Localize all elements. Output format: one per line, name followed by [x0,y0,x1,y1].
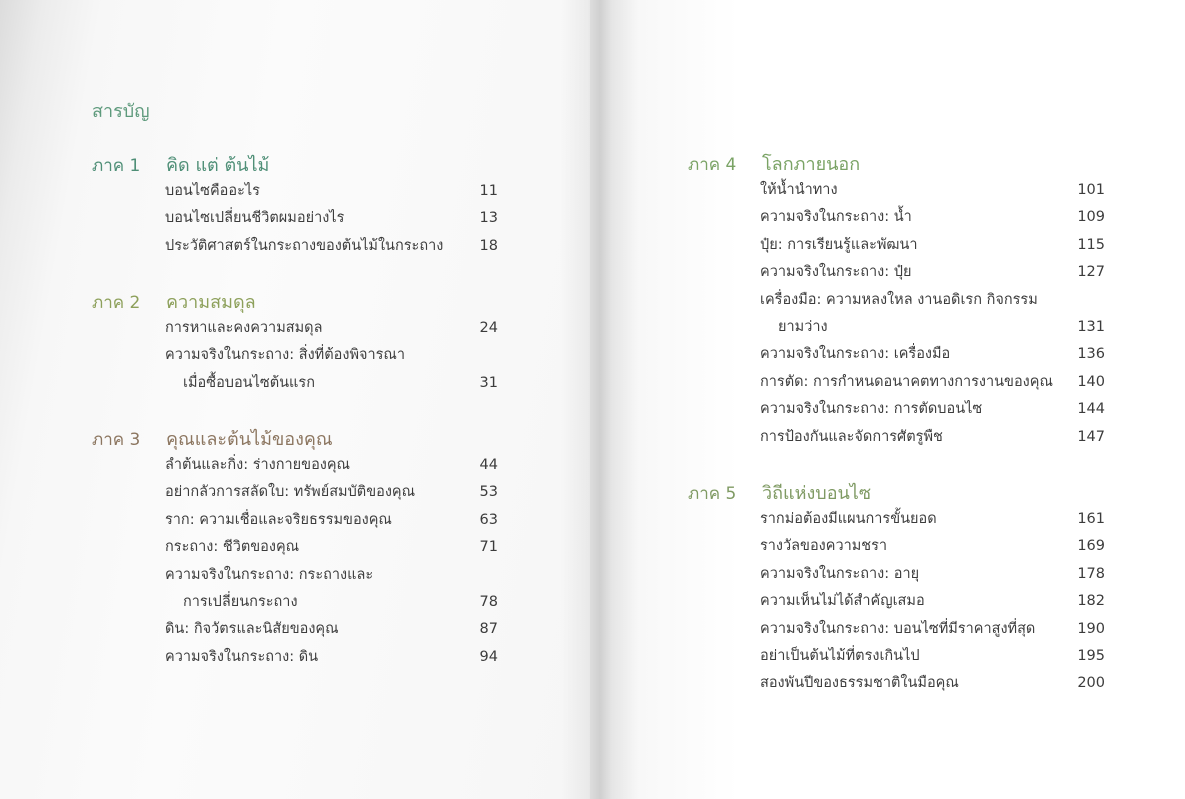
entry-title: ปุ๋ย: การเรียนรู้และพัฒนา [760,236,918,253]
entry-title: ความเห็นไม่ได้สำคัญเสมอ [760,593,925,610]
part-heading [92,287,498,315]
entry-title: เครื่องมือ: ความหลงใหล งานอดิเรก กิจกรรม [760,291,1038,308]
part-title: วิถีแห่งบอนไซ [762,483,872,504]
entry-title: รากม่อต้องมีแผนการขั้นยอด [760,511,937,527]
entry-title: ให้น้ำนำทาง [760,182,838,198]
toc-entry[interactable] [165,342,498,369]
left-page [0,0,590,799]
entry-title: ดิน: กิจวัตรและนิสัยของคุณ [165,621,339,638]
toc-entry[interactable] [165,562,498,589]
toc-entry[interactable] [165,534,498,561]
part-title: คุณและต้นไม้ของคุณ [166,429,333,450]
toc-part-3 [92,424,498,671]
toc-part-5 [688,478,1105,698]
entry-page: 115 [1077,236,1105,253]
toc-entry[interactable] [760,561,1105,588]
entry-title: ความจริงในกระถาง: บอนไซที่มีราคาสูงที่สุด [760,620,1036,637]
toc-entry[interactable] [165,233,498,260]
entry-page: 127 [1077,264,1105,281]
toc-title: สารบัญ [92,101,150,122]
toc-entry[interactable] [760,670,1105,697]
part-entries [165,452,498,671]
entry-page: 31 [479,374,498,391]
entry-page: 94 [479,648,498,665]
toc-entry[interactable] [760,259,1105,286]
entry-page: 18 [479,237,498,254]
part-title: โลกภายนอก [762,154,861,175]
entry-page: 195 [1077,647,1105,664]
entry-title: ยามว่าง [778,318,828,335]
entry-page: 101 [1077,182,1105,198]
entry-title: สองพันปีของธรรมชาติในมือคุณ [760,675,959,692]
entry-title: ความจริงในกระถาง: สิ่งที่ต้องพิจารณา [165,347,406,364]
entry-title: บอนไซเปลี่ยนชีวิตผมอย่างไร [165,210,345,227]
part-entries [760,506,1105,698]
toc-entry-continued[interactable] [165,370,498,397]
toc-entry[interactable] [760,177,1105,204]
entry-page: 11 [479,183,498,199]
entry-title: รางวัลของความชรา [760,538,888,555]
toc-entry[interactable] [760,341,1105,368]
part-entries [165,315,498,397]
entry-title: กระถาง: ชีวิตของคุณ [165,539,300,556]
part-heading [92,150,498,178]
entry-title: ความจริงในกระถาง: น้ำ [760,209,912,226]
part-heading [688,478,1105,506]
toc-part-2 [92,287,498,397]
toc-entry[interactable] [760,396,1105,423]
part-entries [760,177,1105,451]
toc-entry-continued[interactable] [760,314,1105,341]
entry-title: อย่าเป็นต้นไม้ที่ตรงเกินไป [760,647,920,664]
entry-title: ความจริงในกระถาง: ปุ๋ย [760,264,912,281]
toc-entry[interactable] [760,369,1105,396]
toc-entry[interactable] [165,507,498,534]
entry-page: 144 [1077,401,1105,418]
part-heading [688,149,1105,177]
toc-entry-continued[interactable] [165,589,498,616]
toc-entry[interactable] [165,479,498,506]
part-title: ความสมดุล [166,292,256,313]
entry-title: ราก: ความเชื่อและจริยธรรมของคุณ [165,511,392,528]
toc-entry[interactable] [760,506,1105,533]
entry-title: ความจริงในกระถาง: เครื่องมือ [760,346,951,363]
entry-title: การเปลี่ยนกระถาง [183,593,298,610]
entry-title: ลำต้นและกิ่ง: ร่างกายของคุณ [165,457,351,473]
entry-page: 131 [1077,318,1105,335]
entry-title: การหาและคงความสมดุล [165,320,323,336]
entry-title: ความจริงในกระถาง: ดิน [165,648,319,665]
toc-entry[interactable] [760,616,1105,643]
entry-page: 178 [1077,565,1105,582]
part-label: ภาค 1 [92,156,141,176]
entry-page: 24 [479,320,498,336]
toc-part-4 [688,149,1105,451]
part-heading [92,424,498,452]
entry-page: 200 [1077,675,1105,692]
toc-entry[interactable] [760,643,1105,670]
entry-page: 182 [1077,593,1105,610]
entry-page: 147 [1077,428,1105,445]
entry-title: เมื่อซื้อบอนไซต้นแรก [183,374,315,391]
entry-page: 63 [479,511,498,528]
entry-title: ความจริงในกระถาง: อายุ [760,565,920,582]
toc-entry[interactable] [165,178,498,205]
toc-entry[interactable] [760,424,1105,451]
book-gutter [560,0,640,799]
entry-page: 190 [1077,620,1105,637]
entry-title: การป้องกันและจัดการศัตรูพืช [760,428,943,445]
toc-entry[interactable] [165,315,498,342]
toc-entry[interactable] [760,204,1105,231]
toc-entry[interactable] [760,533,1105,560]
entry-page: 169 [1077,538,1105,555]
part-entries [165,178,498,260]
part-label: ภาค 5 [688,484,737,504]
part-title: คิด แต่ ต้นไม้ [166,155,270,176]
entry-page: 53 [479,484,498,501]
toc-entry[interactable] [760,232,1105,259]
entry-title: ประวัติศาสตร์ในกระถางของต้นไม้ในกระถาง [165,237,444,254]
part-label: ภาค 3 [92,430,141,450]
entry-title: ความจริงในกระถาง: กระถางและ [165,566,374,583]
toc-part-1 [92,150,498,260]
entry-page: 136 [1077,346,1105,363]
entry-title: ความจริงในกระถาง: การตัดบอนไซ [760,401,983,418]
entry-page: 87 [479,621,498,638]
entry-page: 44 [479,457,498,473]
part-label: ภาค 4 [688,155,737,175]
toc-entry[interactable] [165,452,498,479]
entry-title: อย่ากลัวการสลัดใบ: ทรัพย์สมบัติของคุณ [165,484,416,501]
toc-entry[interactable] [760,588,1105,615]
entry-page: 71 [479,539,498,556]
toc-entry[interactable] [165,644,498,671]
part-label: ภาค 2 [92,293,141,313]
entry-title: บอนไซคืออะไร [165,183,260,199]
toc-entry[interactable] [760,287,1105,314]
toc-entry[interactable] [165,616,498,643]
entry-page: 13 [479,210,498,227]
entry-title: การตัด: การกำหนดอนาคตทางการงานของคุณ [760,373,1053,390]
entry-page: 78 [479,593,498,610]
entry-page: 161 [1077,511,1105,527]
entry-page: 140 [1077,373,1105,390]
toc-entry[interactable] [165,205,498,232]
entry-page: 109 [1077,209,1105,226]
